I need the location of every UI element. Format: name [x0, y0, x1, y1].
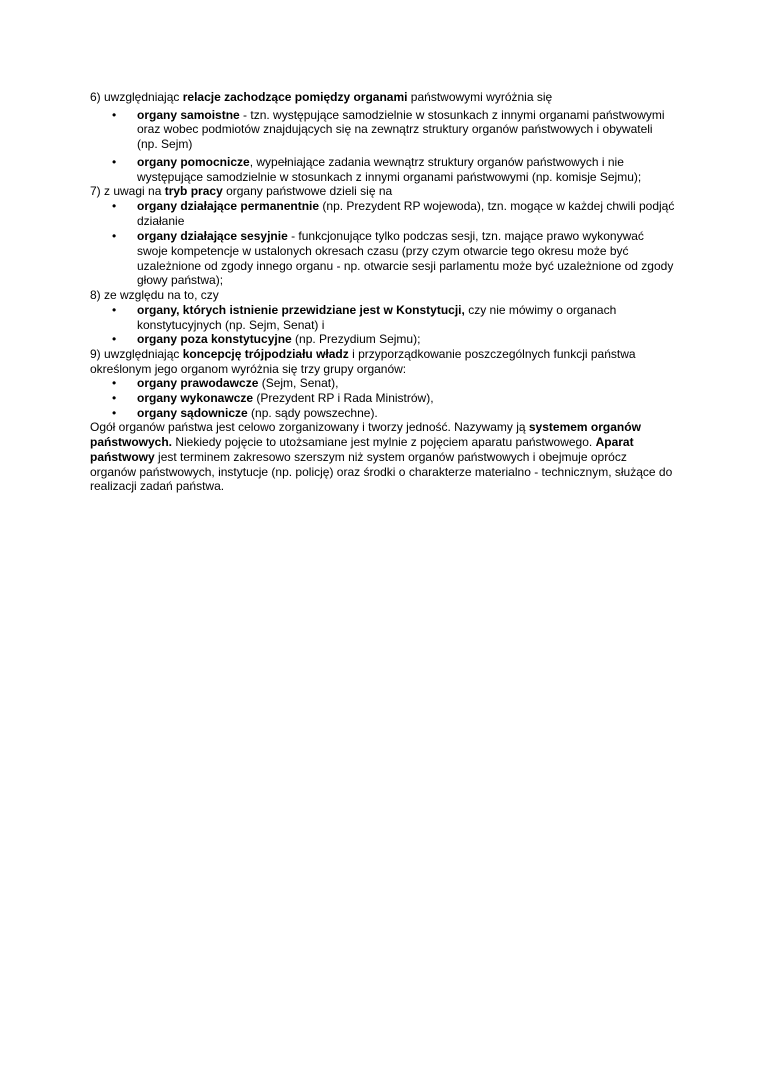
list-item	[90, 155, 675, 184]
item-term: organy działające sesyjnie	[137, 229, 288, 244]
item-term: organy, których istnienie przewidziane jest w Konstytucji,	[137, 302, 465, 317]
item-text: (np. Prezydium Sejmu);	[291, 332, 421, 347]
section-7-bold: tryb pracy	[164, 184, 223, 199]
item-text: czy nie mówimy o organach konstytucyjnych (np. Sejm, Senat) i	[137, 302, 617, 332]
item-term: organy poza konstytucyjne	[137, 332, 292, 347]
item-text: - funkcjonujące tylko podczas sesji, tzn. mające prawo wykonywać swoje kompetencje w ustalonych okresach czasu (przy czym otwarcie tego okresu może być uzależnione od zgody innego organu - np. otwarcie sesji parlamentu może być uzależnione od zgody głowy państwa);	[137, 229, 674, 288]
list-item	[90, 391, 675, 406]
item-term: organy prawodawcze	[137, 376, 259, 391]
section-7-prefix: 7) z uwagi na	[90, 184, 165, 199]
section-9-list	[90, 376, 675, 420]
list-item	[90, 108, 675, 152]
section-9-bold: koncepcję trójpodziału władz	[182, 346, 349, 361]
closing-bold-2: Aparat państwowy	[90, 435, 634, 464]
closing-text-3: jest terminem zakresowo szerszym niż system organów państwowych i obejmuje oprócz organów państwowych, instytucje (np. policję) oraz środki o charakterze materialno - technicznym, służące do realizacji zadań państwa.	[90, 449, 673, 494]
item-text: , wypełniające zadania wewnątrz struktury organów państwowych i nie występujące samodzielnie w stosunkach z innymi organami państwowymi (np. komisje Sejmu);	[137, 154, 642, 184]
list-item	[90, 406, 675, 421]
section-7-suffix: organy państwowe dzieli się na	[222, 184, 393, 199]
item-text: (np. sądy powszechne).	[247, 405, 378, 420]
section-8-list	[90, 303, 675, 347]
section-9-heading	[90, 347, 675, 376]
item-text: (Prezydent RP i Rada Ministrów),	[253, 391, 434, 406]
section-9-suffix: i przyporządkowanie poszczególnych funkcji państwa określonym jego organom wyróżnia się trzy grupy organów:	[90, 346, 636, 376]
item-term: organy pomocnicze	[137, 154, 250, 169]
item-term: organy działające permanentnie	[137, 198, 320, 213]
section-8-heading	[90, 288, 675, 303]
item-text: - tzn. występujące samodzielnie w stosunkach z innymi organami państwowymi oraz wobec podmiotów znajdujących się na zewnątrz struktury organów państwowych i obywateli (np. Sejm)	[137, 107, 665, 152]
item-term: organy wykonawcze	[137, 391, 254, 406]
item-term: organy samoistne	[137, 107, 240, 122]
section-7-list	[90, 199, 675, 288]
list-item	[90, 199, 675, 228]
list-item	[90, 332, 675, 347]
section-6-suffix: państwowymi wyróżnia się	[407, 90, 553, 104]
item-text: (Sejm, Senat),	[258, 376, 339, 391]
list-item	[90, 229, 675, 288]
section-7-heading	[90, 184, 675, 199]
closing-bold-1: systemem organów państwowych.	[90, 420, 641, 450]
list-item	[90, 303, 675, 332]
section-9-prefix: 9) uwzględniając	[90, 346, 183, 361]
closing-paragraph	[90, 420, 675, 494]
section-6-prefix: 6) uwzględniając	[90, 90, 183, 104]
section-6-list	[90, 108, 675, 185]
section-6-heading	[90, 90, 675, 105]
section-6-bold: relacje zachodzące pomiędzy organami	[182, 90, 408, 104]
list-item	[90, 376, 675, 391]
item-text: (np. Prezydent RP wojewoda), tzn. mogące w każdej chwili podjąć działanie	[137, 198, 675, 228]
document-body	[90, 90, 675, 494]
item-term: organy sądownicze	[137, 405, 248, 420]
section-8-prefix: 8) ze względu na to, czy	[90, 288, 219, 303]
closing-text-1: Ogół organów państwa jest celowo zorganizowany i tworzy jedność. Nazywamy ją	[90, 420, 529, 435]
closing-text-2: Niekiedy pojęcie to utożsamiane jest mylnie z pojęciem aparatu państwowego.	[172, 435, 596, 450]
